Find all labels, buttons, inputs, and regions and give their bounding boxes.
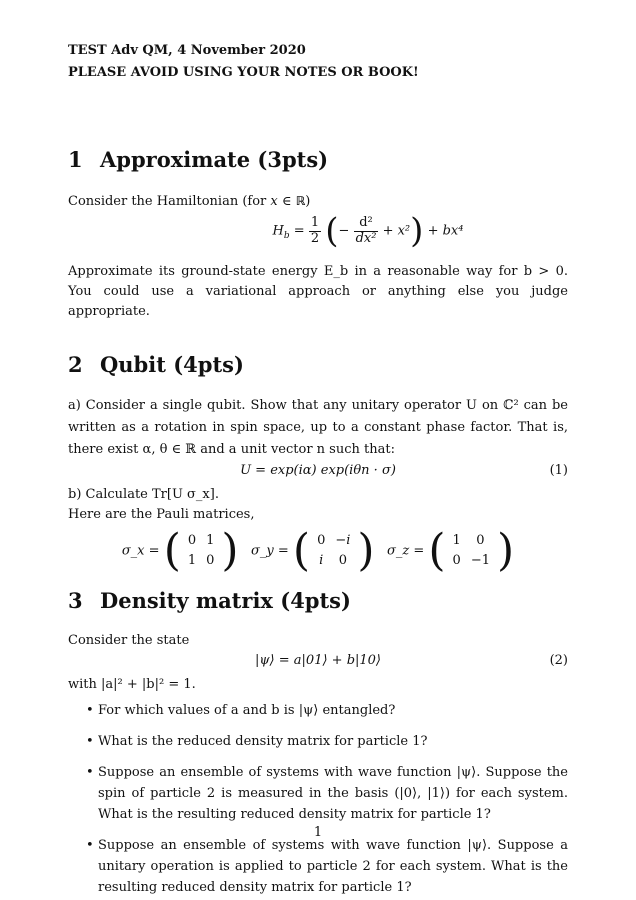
equation-2: |ψ⟩ = a|01⟩ + b|10⟩ (2) — [68, 651, 568, 671]
section-1-intro: Consider the Hamiltonian (for x ∈ ℝ) — [68, 194, 311, 209]
sigma-x-label: σ_x = — [121, 543, 160, 559]
header-warning: PLEASE AVOID USING YOUR NOTES OR BOOK! — [68, 65, 419, 80]
list-item: • What is the reduced density matrix for particle 1? — [86, 733, 428, 749]
section-2-title: Qubit (4pts) — [100, 351, 244, 377]
equation-1-number: (1) — [549, 462, 568, 478]
section-3-title: Density matrix (4pts) — [100, 587, 351, 613]
section-3-intro: Consider the state — [68, 632, 190, 648]
section-2-heading — [68, 351, 568, 379]
sigma-x-matrix: ( 0 1 1 0 ) — [163, 524, 239, 576]
sigma-y-matrix: ( 0 −i i 0 ) — [292, 524, 375, 576]
page-number: 1 — [313, 825, 323, 840]
question-list — [68, 701, 568, 897]
section-1-heading — [68, 146, 568, 174]
list-item: • Suppose an ensemble of systems with wave function |ψ⟩. Suppose the spin of particle 2 is measured in the basis (|0⟩, |1⟩) for each system. What is the resulting reduced density matrix for particle 1? — [86, 764, 568, 822]
section-2-part-a: a) Consider a single qubit. Show that any unitary operator U on ℂ² can be written as a rotation in spin space, up to a constant phase factor. That is, there exist α, θ ∈ ℝ and a unit vector n such that: — [68, 397, 568, 457]
half-fraction: $\frac{1}{2}$ — [310, 215, 320, 246]
equation-2-number: (2) — [549, 653, 568, 669]
equation-1: U = exp(iα) exp(iθn · σ) (1) — [68, 461, 568, 481]
section-3-number: 3 — [68, 587, 83, 613]
header-title: TEST Adv QM, 4 November 2020 — [68, 43, 306, 58]
section-1-body: Approximate its ground-state energy E_b in a reasonable way for b > 0. You could use a variational approach or anything else you judge appropriate. — [68, 264, 568, 320]
section-1-title: Approximate (3pts) — [100, 147, 329, 172]
second-derivative: $\frac{\text{d²}}{\text{dx²}}$ — [355, 215, 377, 246]
normalization-condition: with |a|² + |b|² = 1. — [68, 677, 196, 693]
section-2-number: 2 — [68, 351, 83, 377]
sigma-y-label: σ_y = — [251, 543, 289, 559]
hamiltonian-equation: $H_b$ = $\frac{1}{2}$ (− $\frac{\text{d²}}{\text{dx²}}$ + x²) + bx⁴ — [272, 211, 464, 252]
sigma-z-matrix: ( 1 0 0 −1 ) — [428, 524, 515, 576]
document-page — [68, 40, 568, 898]
pauli-intro: Here are the Pauli matrices, — [68, 506, 255, 522]
list-item: • For which values of a and b is |ψ⟩ entangled? — [86, 703, 396, 719]
section-3-heading — [68, 587, 568, 615]
section-1-number: 1 — [68, 147, 83, 172]
section-2-part-b: b) Calculate Tr[U σ_x]. — [68, 486, 219, 502]
list-item: • Suppose an ensemble of systems with wave function |ψ⟩. Suppose a unitary operation is applied to particle 2 for each system. What is the resulting reduced density matrix for particle 1? — [86, 837, 568, 895]
pauli-matrices — [68, 524, 568, 581]
sigma-z-label: σ_z = — [386, 543, 425, 559]
